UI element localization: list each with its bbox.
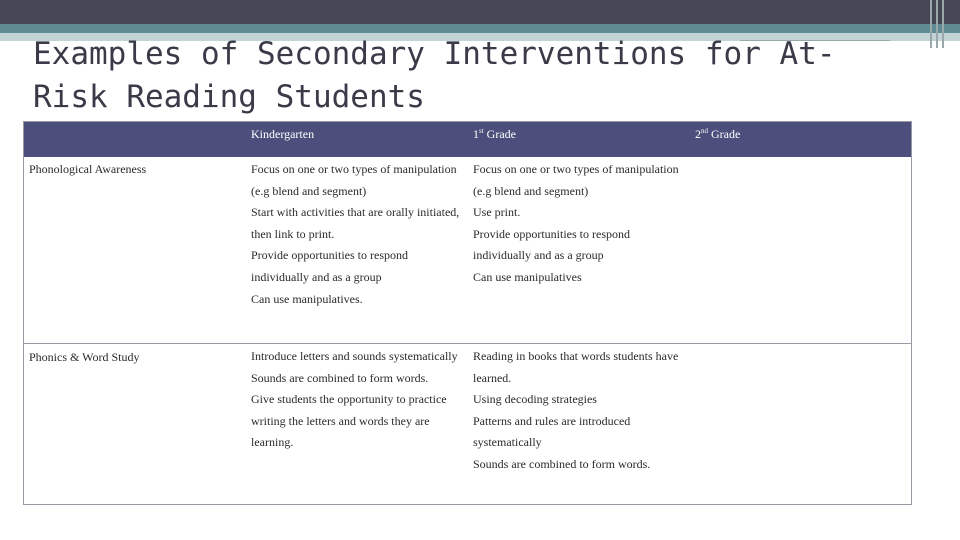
header-second-grade (695, 127, 740, 142)
cell-line: individually and as a group (251, 269, 382, 284)
top-band-dark (0, 0, 960, 24)
row-label-phonics-word-study: Phonics & Word Study (29, 350, 140, 364)
cell-line: Reading in books that words students have (473, 349, 679, 363)
cell-line: writing the letters and words they are (251, 413, 430, 428)
header-first-grade-number: 1 (473, 127, 479, 141)
cell-line: Sounds are combined to form words. (473, 456, 651, 471)
cell-line: (e.g blend and segment) (251, 183, 367, 198)
header-kindergarten: Kindergarten (251, 127, 315, 141)
cell-line: Can use manipulatives (473, 269, 582, 284)
header-second-grade-number: 2 (695, 127, 701, 141)
interventions-table (23, 121, 912, 505)
cell-phonological-first-grade (473, 159, 679, 289)
cell-phonics-kindergarten (251, 346, 458, 454)
cell-line: then link to print. (251, 226, 335, 241)
cell-line: individually and as a group (473, 248, 604, 263)
cell-line: learned. (473, 370, 512, 385)
cell-phonics-first-grade (473, 346, 678, 476)
row-divider (24, 343, 911, 344)
top-band-teal (0, 24, 960, 33)
cell-line: Provide opportunities to respond (473, 226, 630, 241)
cell-line: Focus on one or two types of manipulation (251, 162, 457, 176)
header-first-grade-text: Grade (483, 127, 516, 141)
header-first-grade (473, 127, 516, 142)
cell-line: Introduce letters and sounds systematically (251, 349, 458, 363)
decor-line (936, 0, 938, 48)
cell-line: systematically (473, 435, 542, 450)
header-first-grade-suffix: st (479, 127, 484, 135)
slide-title: Examples of Secondary Interventions for At-Risk Reading Students (33, 36, 836, 115)
cell-line: Can use manipulatives. (251, 291, 363, 306)
cell-line: Give students the opportunity to practice (251, 392, 447, 407)
decor-line (930, 0, 932, 48)
cell-line: Focus on one or two types of manipulation (473, 162, 679, 176)
header-second-grade-text: Grade (708, 127, 741, 141)
cell-line: Use print. (473, 205, 521, 220)
cell-line: learning. (251, 435, 294, 450)
header-second-grade-suffix: nd (701, 127, 708, 135)
decor-line (942, 0, 944, 48)
cell-line: Using decoding strategies (473, 392, 597, 407)
cell-line: Patterns and rules are introduced (473, 413, 631, 428)
table-header-row (24, 122, 911, 157)
row-label-phonological-awareness: Phonological Awareness (29, 162, 147, 176)
cell-line: Provide opportunities to respond (251, 248, 408, 263)
cell-line: (e.g blend and segment) (473, 183, 589, 198)
cell-line: Sounds are combined to form words. (251, 370, 429, 385)
cell-phonological-kindergarten (251, 159, 459, 310)
cell-line: Start with activities that are orally initiated, (251, 205, 460, 220)
